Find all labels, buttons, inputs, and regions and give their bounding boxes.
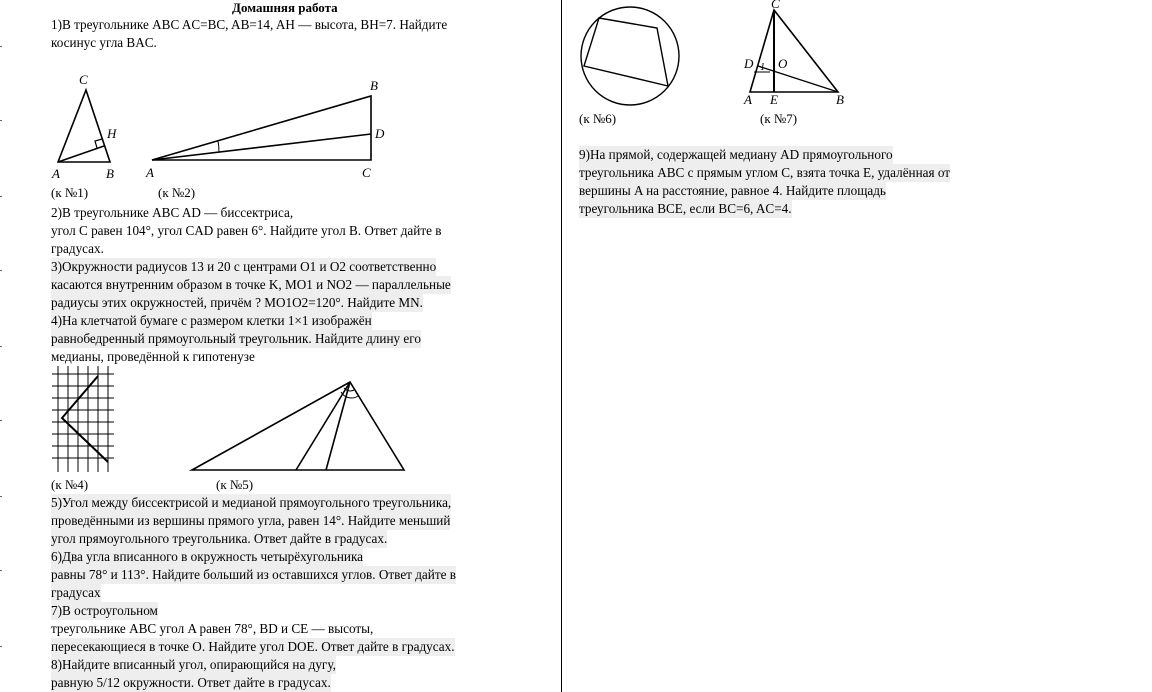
fig7-label-e: E: [770, 92, 778, 107]
problem-4-line-1: 4)На клетчатой бумаге с размером клетки 1×1 изображён: [51, 313, 372, 328]
fig2-label-b: B: [370, 78, 378, 93]
problem-4-line-3: медианы, проведённой к гипотенузе: [51, 349, 255, 364]
problem-6-line-3: градусах: [51, 585, 101, 600]
problem-6-line-1: 6)Два угла вписанного в окружность четырёхугольника: [51, 549, 364, 564]
problem-9-line-1: 9)На прямой, содержащей медиану AD прямоугольного: [579, 147, 893, 162]
fig1-label-b: B: [106, 166, 114, 181]
fig2-label-c: C: [362, 165, 371, 180]
figure-4-grid: [50, 366, 120, 478]
caption-fig-2: (к №2): [158, 185, 196, 200]
fig7-label-d: D: [744, 56, 754, 71]
column-divider: [561, 0, 562, 692]
caption-fig-5: (к №5): [216, 477, 254, 492]
figure-1-triangle: [48, 68, 128, 184]
fig1-label-c: C: [79, 72, 88, 87]
problem-9-line-2: треугольника ABC с прямым углом C, взята точка E, удалённая от: [579, 165, 951, 180]
fig7-label-c: C: [771, 0, 780, 11]
fig7-label-1: 1: [760, 62, 765, 73]
problem-8-line-2: равную 5/12 окружности. Ответ дайте в градусах.: [51, 675, 331, 690]
caption-fig-7: (к №7): [760, 111, 798, 126]
margin-marks: [0, 0, 4, 692]
figure-7-triangle: [736, 0, 856, 108]
problem-2-line-1: 2)В треугольнике ABC AD — биссектриса,: [51, 205, 294, 220]
figure-5-triangle: [186, 374, 410, 478]
caption-fig-4: (к №4): [51, 477, 89, 492]
fig2-label-a: A: [146, 165, 154, 180]
problem-2-line-2: угол C равен 104°, угол CAD равен 6°. Найдите угол B. Ответ дайте в: [51, 223, 442, 238]
problem-8-line-1: 8)Найдите вписанный угол, опирающийся на дугу,: [51, 657, 336, 672]
problem-5-line-2: проведёнными из вершины прямого угла, равен 14°. Найдите меньший: [51, 513, 451, 528]
problem-3-line-3: радиусы этих окружностей, причём ? MO1O2=120°. Найдите MN.: [51, 295, 423, 310]
fig7-label-a: A: [744, 92, 752, 107]
problem-2-line-3: градусах.: [51, 241, 104, 256]
problem-7-line-2: треугольнике ABC угол A равен 78°, BD и CE — высоты,: [51, 621, 374, 636]
problem-7-line-3: пересекающиеся в точке O. Найдите угол DOE. Ответ дайте в градусах.: [51, 639, 455, 654]
fig1-label-h: H: [107, 126, 117, 141]
problem-5-line-3: угол прямоугольного треугольника. Ответ дайте в градусах.: [51, 531, 388, 546]
fig1-label-a: A: [52, 166, 60, 181]
problem-5-line-1: 5)Угол между биссектрисой и медианой прямоугольного треугольника,: [51, 495, 452, 510]
fig7-label-b: B: [836, 92, 844, 107]
problem-3-line-1: 3)Окружности радиусов 13 и 20 с центрами O1 и O2 соответственно: [51, 259, 437, 274]
problem-4-line-2: равнобедренный прямоугольный треугольник. Найдите длину его: [51, 331, 421, 346]
figure-6-circle: [578, 2, 688, 112]
page-title: Домашняя работа: [232, 0, 338, 15]
problem-1-line-2: косинус угла BAC.: [51, 35, 157, 50]
problem-6-line-2: равны 78° и 113°. Найдите больший из оставшихся углов. Ответ дайте в: [51, 567, 456, 582]
fig7-label-o: O: [778, 56, 788, 71]
problem-7-line-1: 7)В остроугольном: [51, 603, 158, 618]
figure-2-triangle: [140, 72, 400, 184]
caption-fig-1: (к №1): [51, 185, 89, 200]
fig2-label-d: D: [375, 126, 385, 141]
caption-fig-6: (к №6): [579, 111, 617, 126]
problem-9-line-4: треугольника BCE, если BC=6, AC=4.: [579, 201, 792, 216]
problem-3-line-2: касаются внутренним образом в точке K, MO1 и NO2 — параллельные: [51, 277, 451, 292]
problem-1-line-1: 1)В треугольнике ABC AC=BC, AB=14, AH — высота, BH=7. Найдите: [51, 17, 448, 32]
problem-9-line-3: вершины A на расстояние, равное 4. Найдите площадь: [579, 183, 886, 198]
